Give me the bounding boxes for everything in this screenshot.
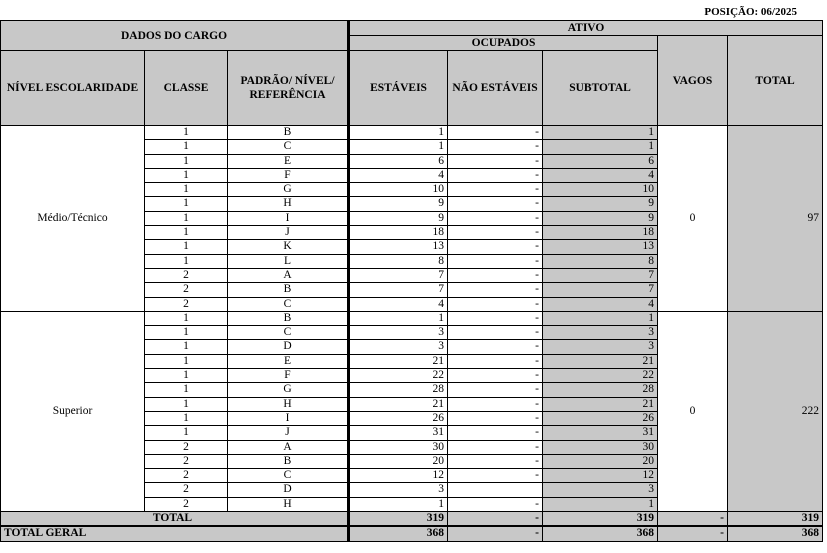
subtotal-cell: 28 xyxy=(543,383,658,397)
nao-estaveis-cell: - xyxy=(448,340,543,354)
classe-cell: 1 xyxy=(145,254,228,268)
classe-cell: 1 xyxy=(145,126,228,140)
total-label: TOTAL xyxy=(1,512,349,527)
classe-cell: 2 xyxy=(145,454,228,468)
nao-estaveis-cell: - xyxy=(448,426,543,440)
header-nao-estaveis: NÃO ESTÁVEIS xyxy=(448,51,543,126)
referencia-cell: C xyxy=(228,326,349,340)
estaveis-cell: 10 xyxy=(349,183,448,197)
classe-cell: 1 xyxy=(145,411,228,425)
total-geral-estaveis: 368 xyxy=(349,526,448,541)
estaveis-cell: 4 xyxy=(349,297,448,311)
nao-estaveis-cell: - xyxy=(448,168,543,182)
classe-cell: 1 xyxy=(145,426,228,440)
header-nivel: NÍVEL ESCOLARIDADE xyxy=(1,51,145,126)
classe-cell: 1 xyxy=(145,140,228,154)
nao-estaveis-cell: - xyxy=(448,326,543,340)
referencia-cell: I xyxy=(228,411,349,425)
subtotal-cell: 3 xyxy=(543,326,658,340)
estaveis-cell: 4 xyxy=(349,168,448,182)
nao-estaveis-cell: - xyxy=(448,226,543,240)
referencia-cell: B xyxy=(228,311,349,325)
referencia-cell: G xyxy=(228,183,349,197)
subtotal-cell: 21 xyxy=(543,354,658,368)
classe-cell: 2 xyxy=(145,483,228,497)
nao-estaveis-cell: - xyxy=(448,283,543,297)
subtotal-cell: 12 xyxy=(543,469,658,483)
classe-cell: 1 xyxy=(145,354,228,368)
header-total: TOTAL xyxy=(728,36,823,126)
subtotal-cell: 10 xyxy=(543,183,658,197)
classe-cell: 1 xyxy=(145,311,228,325)
subtotal-cell: 1 xyxy=(543,497,658,511)
referencia-cell: J xyxy=(228,226,349,240)
subtotal-cell: 21 xyxy=(543,397,658,411)
classe-cell: 2 xyxy=(145,497,228,511)
referencia-cell: B xyxy=(228,126,349,140)
vagos-cell: 0 xyxy=(658,311,728,511)
position-label: POSIÇÃO: 06/2025 xyxy=(704,6,797,18)
subtotal-cell: 4 xyxy=(543,168,658,182)
nao-estaveis-cell: - xyxy=(448,211,543,225)
referencia-cell: F xyxy=(228,369,349,383)
referencia-cell: L xyxy=(228,254,349,268)
subtotal-cell: 7 xyxy=(543,268,658,282)
referencia-cell: B xyxy=(228,283,349,297)
nao-estaveis-cell: - xyxy=(448,469,543,483)
classe-cell: 1 xyxy=(145,397,228,411)
nao-estaveis-cell: - xyxy=(448,268,543,282)
nao-estaveis-cell: - xyxy=(448,440,543,454)
classe-cell: 1 xyxy=(145,326,228,340)
referencia-cell: D xyxy=(228,483,349,497)
estaveis-cell: 21 xyxy=(349,354,448,368)
nao-estaveis-cell: - xyxy=(448,369,543,383)
classe-cell: 1 xyxy=(145,383,228,397)
referencia-cell: C xyxy=(228,140,349,154)
nao-estaveis-cell: - xyxy=(448,354,543,368)
subtotal-cell: 1 xyxy=(543,140,658,154)
referencia-cell: A xyxy=(228,268,349,282)
total-geral-subtotal: 368 xyxy=(543,526,658,541)
estaveis-cell: 26 xyxy=(349,411,448,425)
subtotal-cell: 3 xyxy=(543,483,658,497)
group-total-cell: 222 xyxy=(728,311,823,511)
total-geral-total: 368 xyxy=(728,526,823,541)
referencia-cell: G xyxy=(228,383,349,397)
referencia-cell: B xyxy=(228,454,349,468)
estaveis-cell: 28 xyxy=(349,383,448,397)
subtotal-cell: 7 xyxy=(543,283,658,297)
staff-table xyxy=(0,20,823,542)
nao-estaveis-cell: - xyxy=(448,411,543,425)
referencia-cell: K xyxy=(228,240,349,254)
group-total-cell: 97 xyxy=(728,126,823,312)
classe-cell: 2 xyxy=(145,440,228,454)
total-geral-vagos: - xyxy=(658,526,728,541)
estaveis-cell: 9 xyxy=(349,197,448,211)
total-geral-nao-estaveis: - xyxy=(448,526,543,541)
nao-estaveis-cell xyxy=(448,483,543,497)
estaveis-cell: 7 xyxy=(349,268,448,282)
nao-estaveis-cell: - xyxy=(448,454,543,468)
nao-estaveis-cell: - xyxy=(448,240,543,254)
classe-cell: 1 xyxy=(145,168,228,182)
subtotal-cell: 13 xyxy=(543,240,658,254)
nao-estaveis-cell: - xyxy=(448,311,543,325)
total-geral-label: TOTAL GERAL xyxy=(1,526,349,541)
nao-estaveis-cell: - xyxy=(448,297,543,311)
estaveis-cell: 3 xyxy=(349,326,448,340)
classe-cell: 1 xyxy=(145,240,228,254)
estaveis-cell: 7 xyxy=(349,283,448,297)
nao-estaveis-cell: - xyxy=(448,126,543,140)
referencia-cell: E xyxy=(228,354,349,368)
subtotal-cell: 4 xyxy=(543,297,658,311)
header-classe: CLASSE xyxy=(145,51,228,126)
subtotal-cell: 31 xyxy=(543,426,658,440)
estaveis-cell: 1 xyxy=(349,140,448,154)
header-vagos: VAGOS xyxy=(658,36,728,126)
estaveis-cell: 6 xyxy=(349,154,448,168)
classe-cell: 2 xyxy=(145,297,228,311)
referencia-cell: H xyxy=(228,197,349,211)
subtotal-cell: 9 xyxy=(543,211,658,225)
table-row xyxy=(1,311,823,325)
total-total: 319 xyxy=(728,512,823,527)
referencia-cell: E xyxy=(228,154,349,168)
referencia-cell: C xyxy=(228,469,349,483)
subtotal-cell: 18 xyxy=(543,226,658,240)
header-ocupados: OCUPADOS xyxy=(349,36,658,51)
nao-estaveis-cell: - xyxy=(448,154,543,168)
referencia-cell: J xyxy=(228,426,349,440)
estaveis-cell: 21 xyxy=(349,397,448,411)
subtotal-cell: 1 xyxy=(543,311,658,325)
nao-estaveis-cell: - xyxy=(448,383,543,397)
level-cell: Médio/Técnico xyxy=(1,126,145,312)
subtotal-cell: 8 xyxy=(543,254,658,268)
header-estaveis: ESTÁVEIS xyxy=(349,51,448,126)
classe-cell: 2 xyxy=(145,469,228,483)
estaveis-cell: 18 xyxy=(349,226,448,240)
nao-estaveis-cell: - xyxy=(448,254,543,268)
subtotal-cell: 1 xyxy=(543,126,658,140)
referencia-cell: H xyxy=(228,397,349,411)
referencia-cell: D xyxy=(228,340,349,354)
classe-cell: 1 xyxy=(145,340,228,354)
classe-cell: 2 xyxy=(145,283,228,297)
classe-cell: 1 xyxy=(145,211,228,225)
nao-estaveis-cell: - xyxy=(448,197,543,211)
total-estaveis: 319 xyxy=(349,512,448,527)
referencia-cell: H xyxy=(228,497,349,511)
estaveis-cell: 1 xyxy=(349,311,448,325)
header-dados-do-cargo: DADOS DO CARGO xyxy=(1,21,349,51)
referencia-cell: C xyxy=(228,297,349,311)
nao-estaveis-cell: - xyxy=(448,140,543,154)
subtotal-cell: 20 xyxy=(543,454,658,468)
nao-estaveis-cell: - xyxy=(448,183,543,197)
subtotal-cell: 6 xyxy=(543,154,658,168)
estaveis-cell: 1 xyxy=(349,497,448,511)
classe-cell: 1 xyxy=(145,183,228,197)
estaveis-cell: 9 xyxy=(349,211,448,225)
classe-cell: 1 xyxy=(145,226,228,240)
subtotal-cell: 30 xyxy=(543,440,658,454)
estaveis-cell: 20 xyxy=(349,454,448,468)
subtotal-cell: 22 xyxy=(543,369,658,383)
estaveis-cell: 13 xyxy=(349,240,448,254)
total-nao-estaveis: - xyxy=(448,512,543,527)
header-ativo: ATIVO xyxy=(349,21,823,36)
estaveis-cell: 3 xyxy=(349,483,448,497)
header-padrao: PADRÃO/ NÍVEL/ REFERÊNCIA xyxy=(228,51,349,126)
estaveis-cell: 31 xyxy=(349,426,448,440)
subtotal-cell: 26 xyxy=(543,411,658,425)
subtotal-cell: 3 xyxy=(543,340,658,354)
referencia-cell: A xyxy=(228,440,349,454)
nao-estaveis-cell: - xyxy=(448,397,543,411)
estaveis-cell: 1 xyxy=(349,126,448,140)
estaveis-cell: 30 xyxy=(349,440,448,454)
referencia-cell: F xyxy=(228,168,349,182)
referencia-cell: I xyxy=(228,211,349,225)
vagos-cell: 0 xyxy=(658,126,728,312)
estaveis-cell: 22 xyxy=(349,369,448,383)
classe-cell: 1 xyxy=(145,369,228,383)
subtotal-cell: 9 xyxy=(543,197,658,211)
level-cell: Superior xyxy=(1,311,145,511)
total-subtotal: 319 xyxy=(543,512,658,527)
total-vagos: - xyxy=(658,512,728,527)
estaveis-cell: 3 xyxy=(349,340,448,354)
table-body xyxy=(1,126,823,512)
nao-estaveis-cell: - xyxy=(448,497,543,511)
classe-cell: 1 xyxy=(145,154,228,168)
header-subtotal: SUBTOTAL xyxy=(543,51,658,126)
classe-cell: 1 xyxy=(145,197,228,211)
classe-cell: 2 xyxy=(145,268,228,282)
table-row xyxy=(1,126,823,140)
estaveis-cell: 12 xyxy=(349,469,448,483)
estaveis-cell: 8 xyxy=(349,254,448,268)
